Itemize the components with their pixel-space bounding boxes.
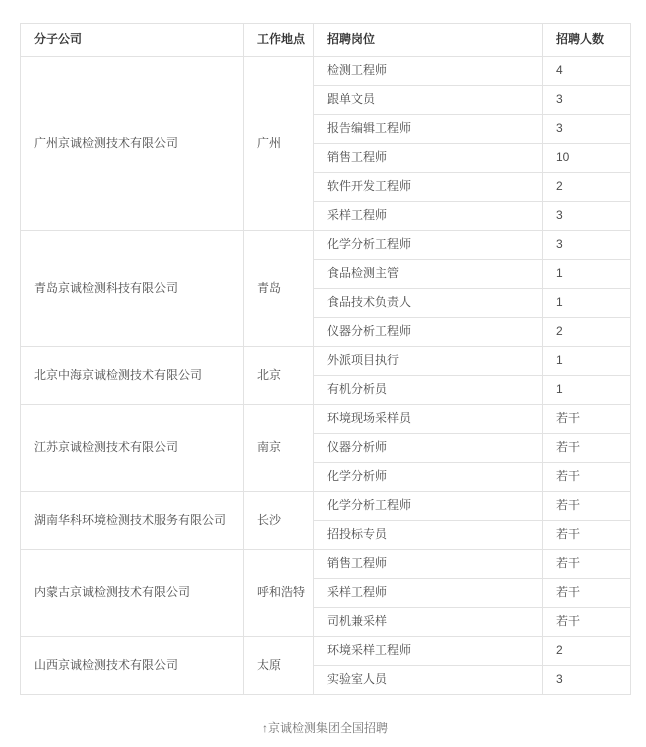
- table-row: [21, 637, 631, 666]
- company-cell: 内蒙古京诚检测技术有限公司: [21, 550, 244, 637]
- count-cell: 10: [543, 144, 631, 173]
- count-cell: 若干: [543, 608, 631, 637]
- recruitment-table-container: [20, 23, 630, 695]
- position-cell: 司机兼采样: [314, 608, 543, 637]
- count-cell: 若干: [543, 579, 631, 608]
- position-cell: 有机分析员: [314, 376, 543, 405]
- position-cell: 化学分析工程师: [314, 231, 543, 260]
- position-cell: 软件开发工程师: [314, 173, 543, 202]
- table-row: [21, 492, 631, 521]
- location-cell: 太原: [244, 637, 314, 695]
- company-cell: 江苏京诚检测技术有限公司: [21, 405, 244, 492]
- position-cell: 采样工程师: [314, 202, 543, 231]
- count-cell: 2: [543, 318, 631, 347]
- company-cell: 湖南华科环境检测技术服务有限公司: [21, 492, 244, 550]
- location-cell: 北京: [244, 347, 314, 405]
- table-caption: ↑京诚检测集团全国招聘: [261, 721, 388, 735]
- position-cell: 环境采样工程师: [314, 637, 543, 666]
- table-row: [21, 550, 631, 579]
- location-cell: 长沙: [244, 492, 314, 550]
- position-cell: 化学分析师: [314, 463, 543, 492]
- position-cell: 化学分析工程师: [314, 492, 543, 521]
- count-cell: 若干: [543, 492, 631, 521]
- position-cell: 外派项目执行: [314, 347, 543, 376]
- count-cell: 若干: [543, 550, 631, 579]
- position-cell: 食品检测主管: [314, 260, 543, 289]
- count-cell: 3: [543, 231, 631, 260]
- position-cell: 销售工程师: [314, 144, 543, 173]
- position-cell: 实验室人员: [314, 666, 543, 695]
- company-cell: 青岛京诚检测科技有限公司: [21, 231, 244, 347]
- count-cell: 若干: [543, 521, 631, 550]
- position-cell: 仪器分析工程师: [314, 318, 543, 347]
- recruitment-table: [20, 23, 631, 695]
- count-cell: 若干: [543, 463, 631, 492]
- table-row: [21, 231, 631, 260]
- header-position: 招聘岗位: [314, 24, 543, 57]
- table-row: [21, 347, 631, 376]
- header-count: 招聘人数: [543, 24, 631, 57]
- count-cell: 若干: [543, 434, 631, 463]
- position-cell: 仪器分析师: [314, 434, 543, 463]
- count-cell: 3: [543, 202, 631, 231]
- header-company: 分子公司: [21, 24, 244, 57]
- count-cell: 4: [543, 57, 631, 86]
- table-row: [21, 405, 631, 434]
- header-location: 工作地点: [244, 24, 314, 57]
- location-cell: 广州: [244, 57, 314, 231]
- position-cell: 环境现场采样员: [314, 405, 543, 434]
- position-cell: 检测工程师: [314, 57, 543, 86]
- location-cell: 南京: [244, 405, 314, 492]
- count-cell: 3: [543, 86, 631, 115]
- company-cell: 北京中海京诚检测技术有限公司: [21, 347, 244, 405]
- header-row: [21, 24, 631, 57]
- position-cell: 销售工程师: [314, 550, 543, 579]
- company-cell: 广州京诚检测技术有限公司: [21, 57, 244, 231]
- position-cell: 招投标专员: [314, 521, 543, 550]
- table-row: [21, 57, 631, 86]
- position-cell: 食品技术负责人: [314, 289, 543, 318]
- position-cell: 报告编辑工程师: [314, 115, 543, 144]
- count-cell: 3: [543, 115, 631, 144]
- company-cell: 山西京诚检测技术有限公司: [21, 637, 244, 695]
- count-cell: 2: [543, 173, 631, 202]
- position-cell: 跟单文员: [314, 86, 543, 115]
- position-cell: 采样工程师: [314, 579, 543, 608]
- count-cell: 1: [543, 376, 631, 405]
- location-cell: 青岛: [244, 231, 314, 347]
- count-cell: 若干: [543, 405, 631, 434]
- count-cell: 1: [543, 347, 631, 376]
- count-cell: 1: [543, 289, 631, 318]
- count-cell: 1: [543, 260, 631, 289]
- count-cell: 2: [543, 637, 631, 666]
- count-cell: 3: [543, 666, 631, 695]
- location-cell: 呼和浩特: [244, 550, 314, 637]
